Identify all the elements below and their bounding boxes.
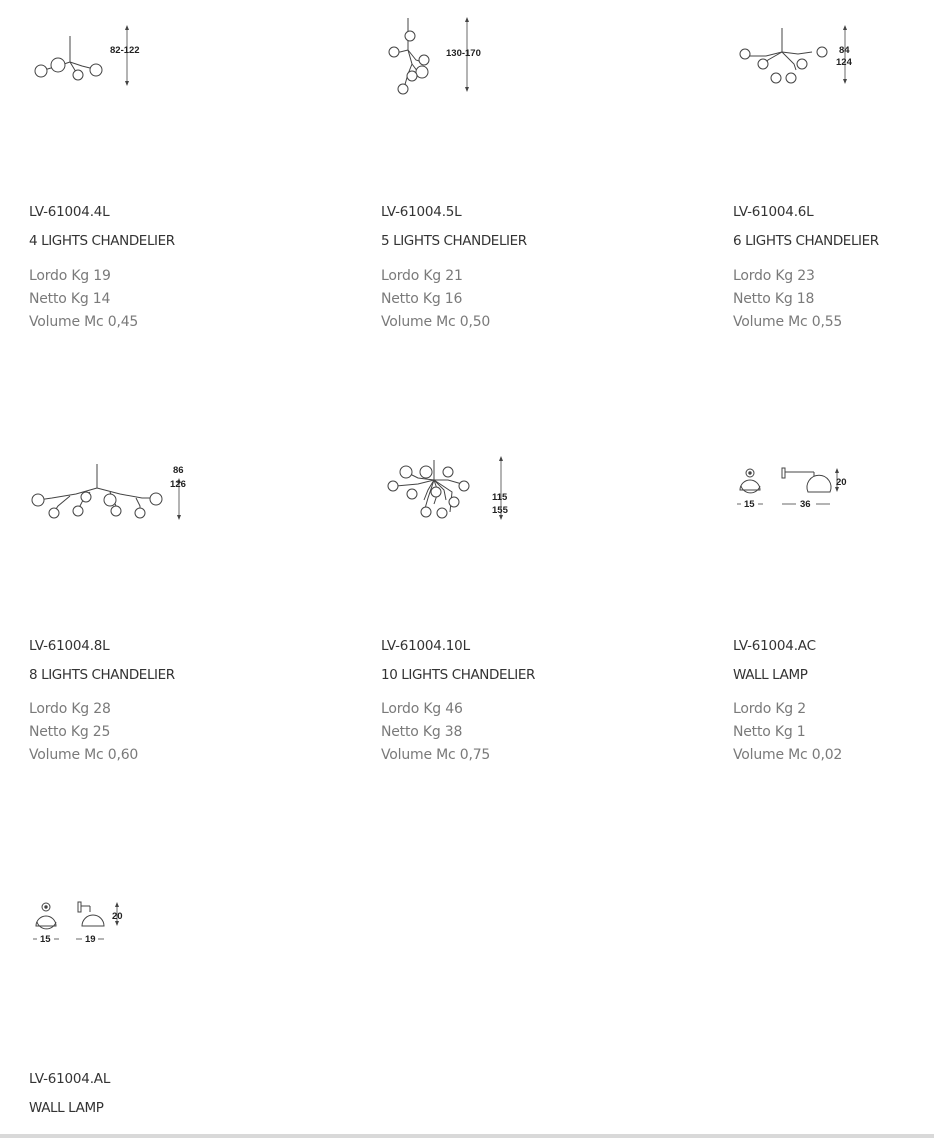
dimension-bottom-label: 126 [170,479,186,490]
dimension-height-label: 20 [112,911,123,922]
volume: Volume Mc 0,55 [733,314,843,330]
dimension-width-a-label: 15 [744,499,755,510]
product-name: 5 LIGHTS CHANDELIER [381,233,527,249]
product-name: 6 LIGHTS CHANDELIER [733,233,879,249]
net-weight: Netto Kg 38 [381,724,463,740]
product-name: 8 LIGHTS CHANDELIER [29,667,175,683]
product-name: 10 LIGHTS CHANDELIER [381,667,535,683]
product-name: 4 LIGHTS CHANDELIER [29,233,175,249]
volume: Volume Mc 0,50 [381,314,491,330]
volume: Volume Mc 0,45 [29,314,139,330]
product-specs [733,265,842,334]
volume: Volume Mc 0,75 [381,747,491,763]
chandelier-4-lights-drawing [30,22,170,92]
product-code: LV-61004.AL [29,1071,111,1087]
dimension-bottom-label: 124 [836,57,852,68]
dimension-label: 82-122 [110,45,140,56]
chandelier-8-lights-drawing [30,454,200,524]
product-name: WALL LAMP [29,1100,104,1116]
chandelier-6-lights-drawing [736,22,866,92]
dimension-top-label: 84 [839,45,850,56]
net-weight: Netto Kg 1 [733,724,806,740]
dimension-bottom-label: 155 [492,505,508,516]
product-name: WALL LAMP [733,667,808,683]
gross-weight: Lordo Kg 28 [29,701,111,717]
gross-weight: Lordo Kg 21 [381,268,463,284]
volume: Volume Mc 0,60 [29,747,139,763]
bottom-divider [0,1134,934,1138]
volume: Volume Mc 0,02 [733,747,843,763]
chandelier-5-lights-drawing [382,14,512,98]
product-specs [381,698,490,767]
dimension-top-label: 86 [173,465,184,476]
dimension-width-a-label: 15 [40,934,51,945]
product-specs [733,698,842,767]
gross-weight: Lordo Kg 2 [733,701,806,717]
net-weight: Netto Kg 16 [381,291,463,307]
product-code: LV-61004.8L [29,638,110,654]
product-code: LV-61004.6L [733,204,814,220]
gross-weight: Lordo Kg 23 [733,268,815,284]
gross-weight: Lordo Kg 19 [29,268,111,284]
net-weight: Netto Kg 18 [733,291,815,307]
product-code: LV-61004.10L [381,638,470,654]
dimension-top-label: 115 [492,492,508,503]
dimension-width-b-label: 36 [800,499,811,510]
net-weight: Netto Kg 14 [29,291,111,307]
product-specs [29,698,138,767]
dimension-height-label: 20 [836,477,847,488]
product-specs [381,265,490,334]
dimension-width-b-label: 19 [85,934,96,945]
chandelier-10-lights-drawing [382,452,522,528]
product-code: LV-61004.4L [29,204,110,220]
product-specs [29,265,138,334]
wall-lamp-ac-drawing [736,462,866,516]
gross-weight: Lordo Kg 46 [381,701,463,717]
product-code: LV-61004.AC [733,638,816,654]
net-weight: Netto Kg 25 [29,724,111,740]
wall-lamp-al-drawing [32,896,142,950]
dimension-label: 130-170 [446,48,481,59]
product-code: LV-61004.5L [381,204,462,220]
